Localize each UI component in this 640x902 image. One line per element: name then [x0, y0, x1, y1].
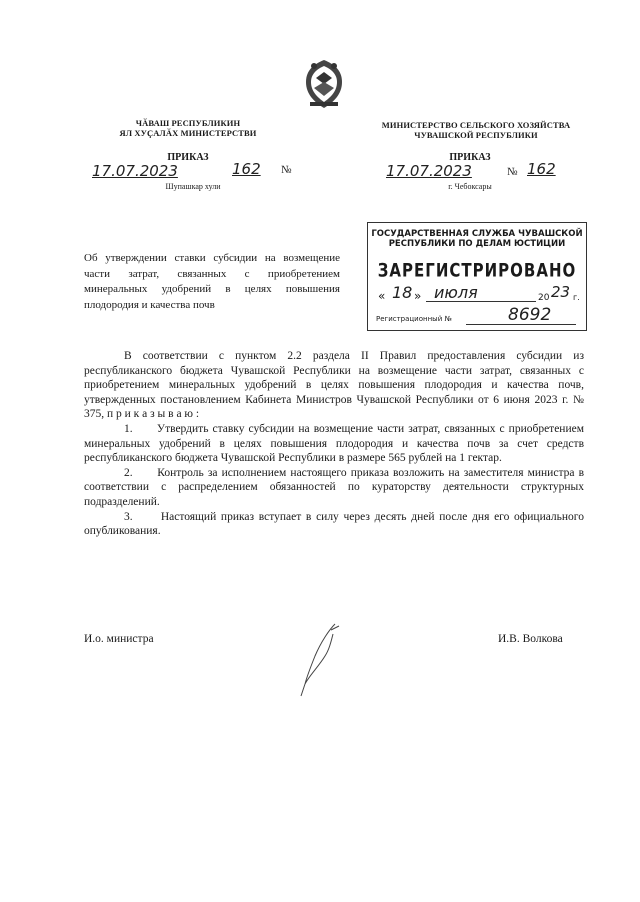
header-right-place: г. Чебоксары [448, 182, 492, 191]
body-item-1: 1. Утвердить ставку субсидии на возмещение части затрат, связанных с приобретением минеральных удобрений в целях повышения плодородия и качества почв за счет средств республиканского бюджета Чувашской Республики в размере 565 рублей на 1 гектар. [84, 422, 584, 465]
header-left-date: 17.07.2023 [92, 162, 178, 180]
signatory-name: И.В. Волкова [498, 633, 563, 645]
chuvash-emblem-icon [300, 58, 348, 110]
stamp-reg-label: Регистрационный № [376, 315, 452, 323]
header-right-org [376, 120, 576, 140]
header-right-line2: ЧУВАШСКОЙ РЕСПУБЛИКИ [414, 130, 538, 140]
header-left-number: 162 [232, 160, 261, 178]
stamp-month-line [426, 301, 536, 302]
stamp-month: июля [434, 283, 478, 302]
stamp-day: 18 [392, 283, 413, 302]
stamp-line1: ГОСУДАРСТВЕННАЯ СЛУЖБА ЧУВАШСКОЙ [371, 229, 583, 239]
stamp-year-prefix: 20 [538, 293, 550, 303]
body-item-3: 3. Настоящий приказ вступает в силу через десять дней после дня его официального опубликования. [84, 510, 584, 538]
body-item-2: 2. Контроль за исполнением настоящего приказа возложить на заместителя министра в соответствии с распределением обязанностей по кураторству деятельности структурных подразделений. [84, 466, 584, 508]
document-title: Об утверждении ставки субсидии на возмещение части затрат, связанных с приобретением минеральных удобрений в целях повышения плодородия и качества почв [84, 252, 340, 311]
stamp-year-suffix: 23 [551, 283, 571, 301]
header-right-order-word: ПРИКАЗ [449, 152, 491, 163]
header-right-date: 17.07.2023 [386, 162, 472, 180]
header-left-line1: ЧӐВАШ РЕСПУБЛИКИН [135, 118, 241, 128]
stamp-date [376, 283, 581, 305]
document-body [84, 349, 584, 539]
header-left-order-word: ПРИКАЗ [167, 152, 209, 163]
stamp-authority [368, 229, 586, 249]
header-left-org [108, 118, 268, 138]
header-left-number-sign: № [281, 164, 292, 176]
stamp-reg-number: 8692 [508, 305, 552, 325]
stamp-day-open: « [378, 289, 386, 303]
header-right-line1: МИНИСТЕРСТВО СЕЛЬСКОГО ХОЗЯЙСТВА [381, 120, 571, 130]
stamp-registered: ЗАРЕГИСТРИРОВАНО [377, 258, 577, 282]
header-right-number-sign: № [507, 166, 518, 178]
header-right-number: 162 [527, 160, 556, 178]
registration-stamp [367, 222, 587, 331]
stamp-line2: РЕСПУБЛИКИ ПО ДЕЛАМ ЮСТИЦИИ [388, 239, 566, 249]
handwritten-signature-icon [285, 620, 355, 700]
stamp-year-unit: г. [573, 293, 580, 302]
header-left-place: Шупашкар хули [165, 182, 221, 191]
signatory-position: И.о. министра [84, 633, 154, 645]
stamp-day-close: » [414, 289, 422, 303]
header-left-line2: ЯЛ ХУҪАЛӐХ МИНИСТЕРСТВИ [119, 128, 257, 138]
stamp-registration-number [376, 305, 581, 327]
body-preamble: В соответствии с пунктом 2.2 раздела II Правил предоставления субсидии из республиканского бюджета Чувашской Республики на возмещение части затрат, связанных с приобретением минеральных удобрений в целях повышения плодородия и качества почв, утвержденных постановлением Кабинета Министров Чувашской Республики от 6 июня 2023 г. № 375, п р и к а з ы в а ю : [84, 350, 584, 421]
